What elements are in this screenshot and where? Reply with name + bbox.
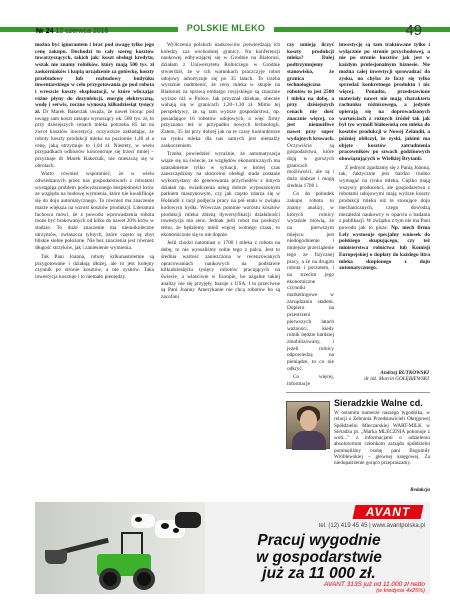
column-3-paragraph-3: Co więcej, informacje	[287, 374, 334, 388]
column-4-paragraph-2: Z jednym zgadzamy się z Panią Joanną, tak, faktycznie jest bardzo trudno wymagać na rynku mleka. Ciężko mają wszyscy producenci, ale gospodarstwa z robotami udojowymi mają wyższe koszty produkcji mleka niż te stosujące doju mechanicznych, czego dowodzą niezależni naukowcy w oparciu o badania z publikacji. W związku z tym nie ma Pani powodu jak to pisze.	[339, 164, 430, 231]
ad-price-credit: (w kredycie 4x25%)	[376, 588, 425, 594]
author-1: Andrzej RUTKOWSKI	[380, 370, 429, 376]
ad-headline-1: Pracuj wygodnie	[257, 532, 381, 549]
article-authors	[343, 370, 429, 383]
avant-logo: AVANT	[353, 505, 424, 519]
issue-number: Nr 24	[36, 28, 54, 35]
column-2-paragraph-2: Trzeba powiedzieć wyraźnie, że automatyzacja wiąże się na świecie, ze względów ekonomicznych ma uzasadnienie tylko w sytuacji, w której czas zaoszczędzony na skróceniu obsługi stada zostanie wykorzystany do generowania przychodów z innych działań np. świadczenia usług dobrze wyposażonym parkiem maszynowym, czy jak często zdarza się w Holandii z racji podjęcia pracy na pół etatu w zwiąku kodowym bydła. Wówczas pominie wzrostu kosztów produkcji mleka zbieżą dywersyfikacji działalności inwestycja ma sens. Jednak jeśli robot ma posłużyć temu, że będziemy mieli więcej wolnego czasu, to ekonomicznie się to nie dopnie.	[161, 151, 280, 238]
correction-box	[286, 392, 430, 494]
column-1-lead-rest: Dr Marek Bakerzak uważa, że nawet biorąc pod uwagę sam koszt zakupu wynoszący ok. 500 tys. zł, to przy dzisiejszych cenach mleka potrzeba 85 lat na zwrot kosztów inwestycji, oczywiście zakładając, że roboty koszty produkcji mleka na poziomie 1,40 zł a cenę, jaką otrzymuje to 1,04 zł. Niestety, w wielu przypadkach odbiorów koncentruje się trzeci mniej – przyznaje dr Marek Bakerzak, nie mieszczą się w obrotach.	[35, 109, 154, 169]
column-2-paragraph-1: Wyliczenia polskich naukowców potwierdzają ich koledzy zza wschodniej granicy. Na konferencji naukowej odbywającej się w Grodnie na Białorusi, działam z Uniwersytetu Rolniczego w Grodnie stwierdził, że w ich warunkach praczczyje robot udojowy amortyzuje się po 35 latach. To trzeba wyraźnie nadmienić, że ceny mleka w skupie na Białorusi za sprawą embargo rosyjskiego są znacznie wyższe niż w Polsce. Jak przyznał dziekan, obecnie wahają się w granicach 1,20–1,30 zł. Mimo tej perspektywy, że są tam wyższe gospodarstwa, np. posiadające 16 robotów udojowych, a więc firmy przyznano też w przypadku nowych technologii. Zatem, 35 lat przy dobrej jak na te czasy koniunkturze na rynku mleka dla nas samych jest niemalży zaskoczeniem.	[161, 42, 280, 149]
column-1-lead-bold: można być ignorantem i brać pod uwagę tylko jego cenę zakupu. Dochodzi tu cały szereg kosztów towarzyszących, takich jak: koszt obsługi kredytu, wszak nie znamy rolników, który mają 500 tys. zł zaskórniaków i kupią urządzenie za gotówkę, koszty przebudowy lub rozbudowy budynku inwentarskiego w celu przygotowania go pod robota i wreszcie koszty eksploatacji, w które wliczając różne płyny do dezynfekcji, energię elektryczną, wodę i serwis, roczne wynoszą kilkadziesiąt tysięcy zł.	[35, 42, 154, 116]
issue-date: 12 czerwca 2016	[55, 28, 109, 35]
advertisement	[35, 502, 430, 594]
column-3-paragraph-2: Co do pobudek zakupu robota to znamy analizy, w których rolnicy wyraźnie mówią, że na pierwszym miejscu jest niedogodnienie i mniejsze przeciążenie tego ze fizycznej pracy, a że na drugim robota i porzutem, i na trzecim jego ekonomiczne czynniki marketingowe w zarządzaniu stadem. Dopiero na przestrzeni pierwszych latach ważności, kiedy rolnik będzie bardziej zmobilizowany, i jeżeli rolnicy odpowiedzą na pieniądze, to co nie odkryć.	[287, 191, 334, 372]
correction-title: Sieradzkie Walne cd.	[334, 398, 423, 408]
ad-photo-loader-barn	[35, 502, 205, 594]
page-number: 49	[405, 22, 422, 39]
correction-signature: Redakcja	[410, 487, 430, 493]
issue-info	[36, 28, 108, 35]
article-column-1	[35, 42, 154, 283]
third-column	[287, 42, 334, 388]
ad-headline-2: w gospodarstwie	[256, 549, 382, 566]
column-3-lead-rest: Oczywiście są gospodarstwa, które doją w gorszych granicach możliwości, ale są i dużo słabsze i mogą średnia 1700 l.	[287, 142, 334, 189]
column-4-lead-bold: inwestycję są tam traktowane tylko i wyłącznie po stronie przychodowej, a nie po stronie kosztów jak jest w każdym profesjonalnym biznesie. Nie można całej inwestycji sprowadzać do zysku, no chyba że liczy się tylko sprzedaż konkretnego produktu i nic więcej. Ponadto, przedstawione materiały nawet nie mają charakteru rachunku różnicowego, a jedynie opierają się na doprowadzonych wartościach z różnych źródeł tak jak był tyo wymóll białowieżą cen mleka do kosztów produkcji w Nowej Zelandii, a później obliczył, że zyski, jakimi ma objęte kosztów zatrudnienia pracowników po szwach godzinowych obowiązujących w Wielkiej Brytanii.	[339, 42, 430, 162]
person-photo	[286, 401, 330, 449]
article-column-2	[161, 42, 280, 303]
column-1-paragraph-3: Tak Pani Joanna, roboty kilkunastoletnie są przygotowane i działają dłużej, ale to jest kolejny czynnik po stronie kosztów, a nie zysków. Taka inwestycja kosztuje i to niemało pieniędzy.	[35, 253, 154, 280]
ad-text-panel	[205, 502, 430, 594]
correction-text: W ostatnim numerze naszego tygodnika, w relacji z Zebrania Przedstawicieli Okręgowej Spółdzielni Mleczarskiej WART-MILK w Sieradzu pt. „Marka MLECZNIA pokonuje z woli...” z informacjami o udzieleniu absolutorium członkom zarządu spółdzielni pominęliśmy osobę pani Bogumiły Wróblewskiej – głównej księgowej. Za niedopatrzenie gorąco przepraszamy.	[334, 410, 430, 467]
column-1-paragraph-2: Warto również wspomnieć, że w wielu odwiedzanych przez nas gospodarstwach z robotami wystąpiga problem podwyższonego bezpłodności krów ze względu na budowę wymienia, które nie kwalifikuje się do doju automatycznego. To również ma znaczenie marże większa na wzrost kosztów produkcji. Literatura fachowa mówi, że z powodu wprowadzenia robota może być brakowanych od kilku do nawet 20% krów w stadzie. To duże znaczenie ma nieuniknieczne utrzymów, zwłaszcza tylnych, które często są zbyt bliskie siebie położone. Nie bez znaczenia jest również długość strzyków, jak i zaniesienie wymienia.	[35, 171, 154, 252]
author-2: dr inż. Marcin GOŁĘBIEWSKI	[364, 376, 429, 383]
column-4-paragraph-2-bold: Np. niech firma Lely wystosuje specjalny wniosek do polskiego skupującego, czy też ministerstwa rolnictwa lub Komisji Europejskiej o dopłaty do każdego litra mleka skupionego z doju automatycznego.	[339, 224, 430, 272]
ad-headline-3: już za 11 000 zł.	[262, 565, 376, 582]
column-3-lead-bold: czy umieją liczyć koszty produkcji mleka? Dalej podtrzymujemy stanowisko, że granica technologiczna robotów to jest 2500 l mleka na dobę, a przy dzisiejszych cenach nie dość znacznie więcej, co jest niemożliwe nawet przy super wydajnych krowach.	[287, 42, 334, 142]
fourth-column	[339, 42, 430, 364]
page-header	[0, 0, 450, 22]
section-title: POLSKIE MLEKO	[178, 22, 274, 35]
column-2-paragraph-3: Jeśli chodzi natomiast o 1700 l mleka z robota na dobę, to nie wyssaliśmy sobie tego z palca. Jest to średnia wartość zaniezczona w recenzowanych opracowaniach naukowych na podstawie kilkudziesięciu tysięcy robotów pracujących na świecie, a właściwie w Europie, bo ażgalne takiej analizy nie się przyjęły, bazuje z USA. I to przeciwne są Pani Joanny Amerykanie nie chcą robotów bo są zacofani	[161, 240, 280, 301]
ad-price: AVANT 313S już od 11.000 zł netto	[323, 581, 425, 588]
ad-contact: tel. (12) 419 45 45 | www.avantpolska.pl	[318, 523, 425, 529]
